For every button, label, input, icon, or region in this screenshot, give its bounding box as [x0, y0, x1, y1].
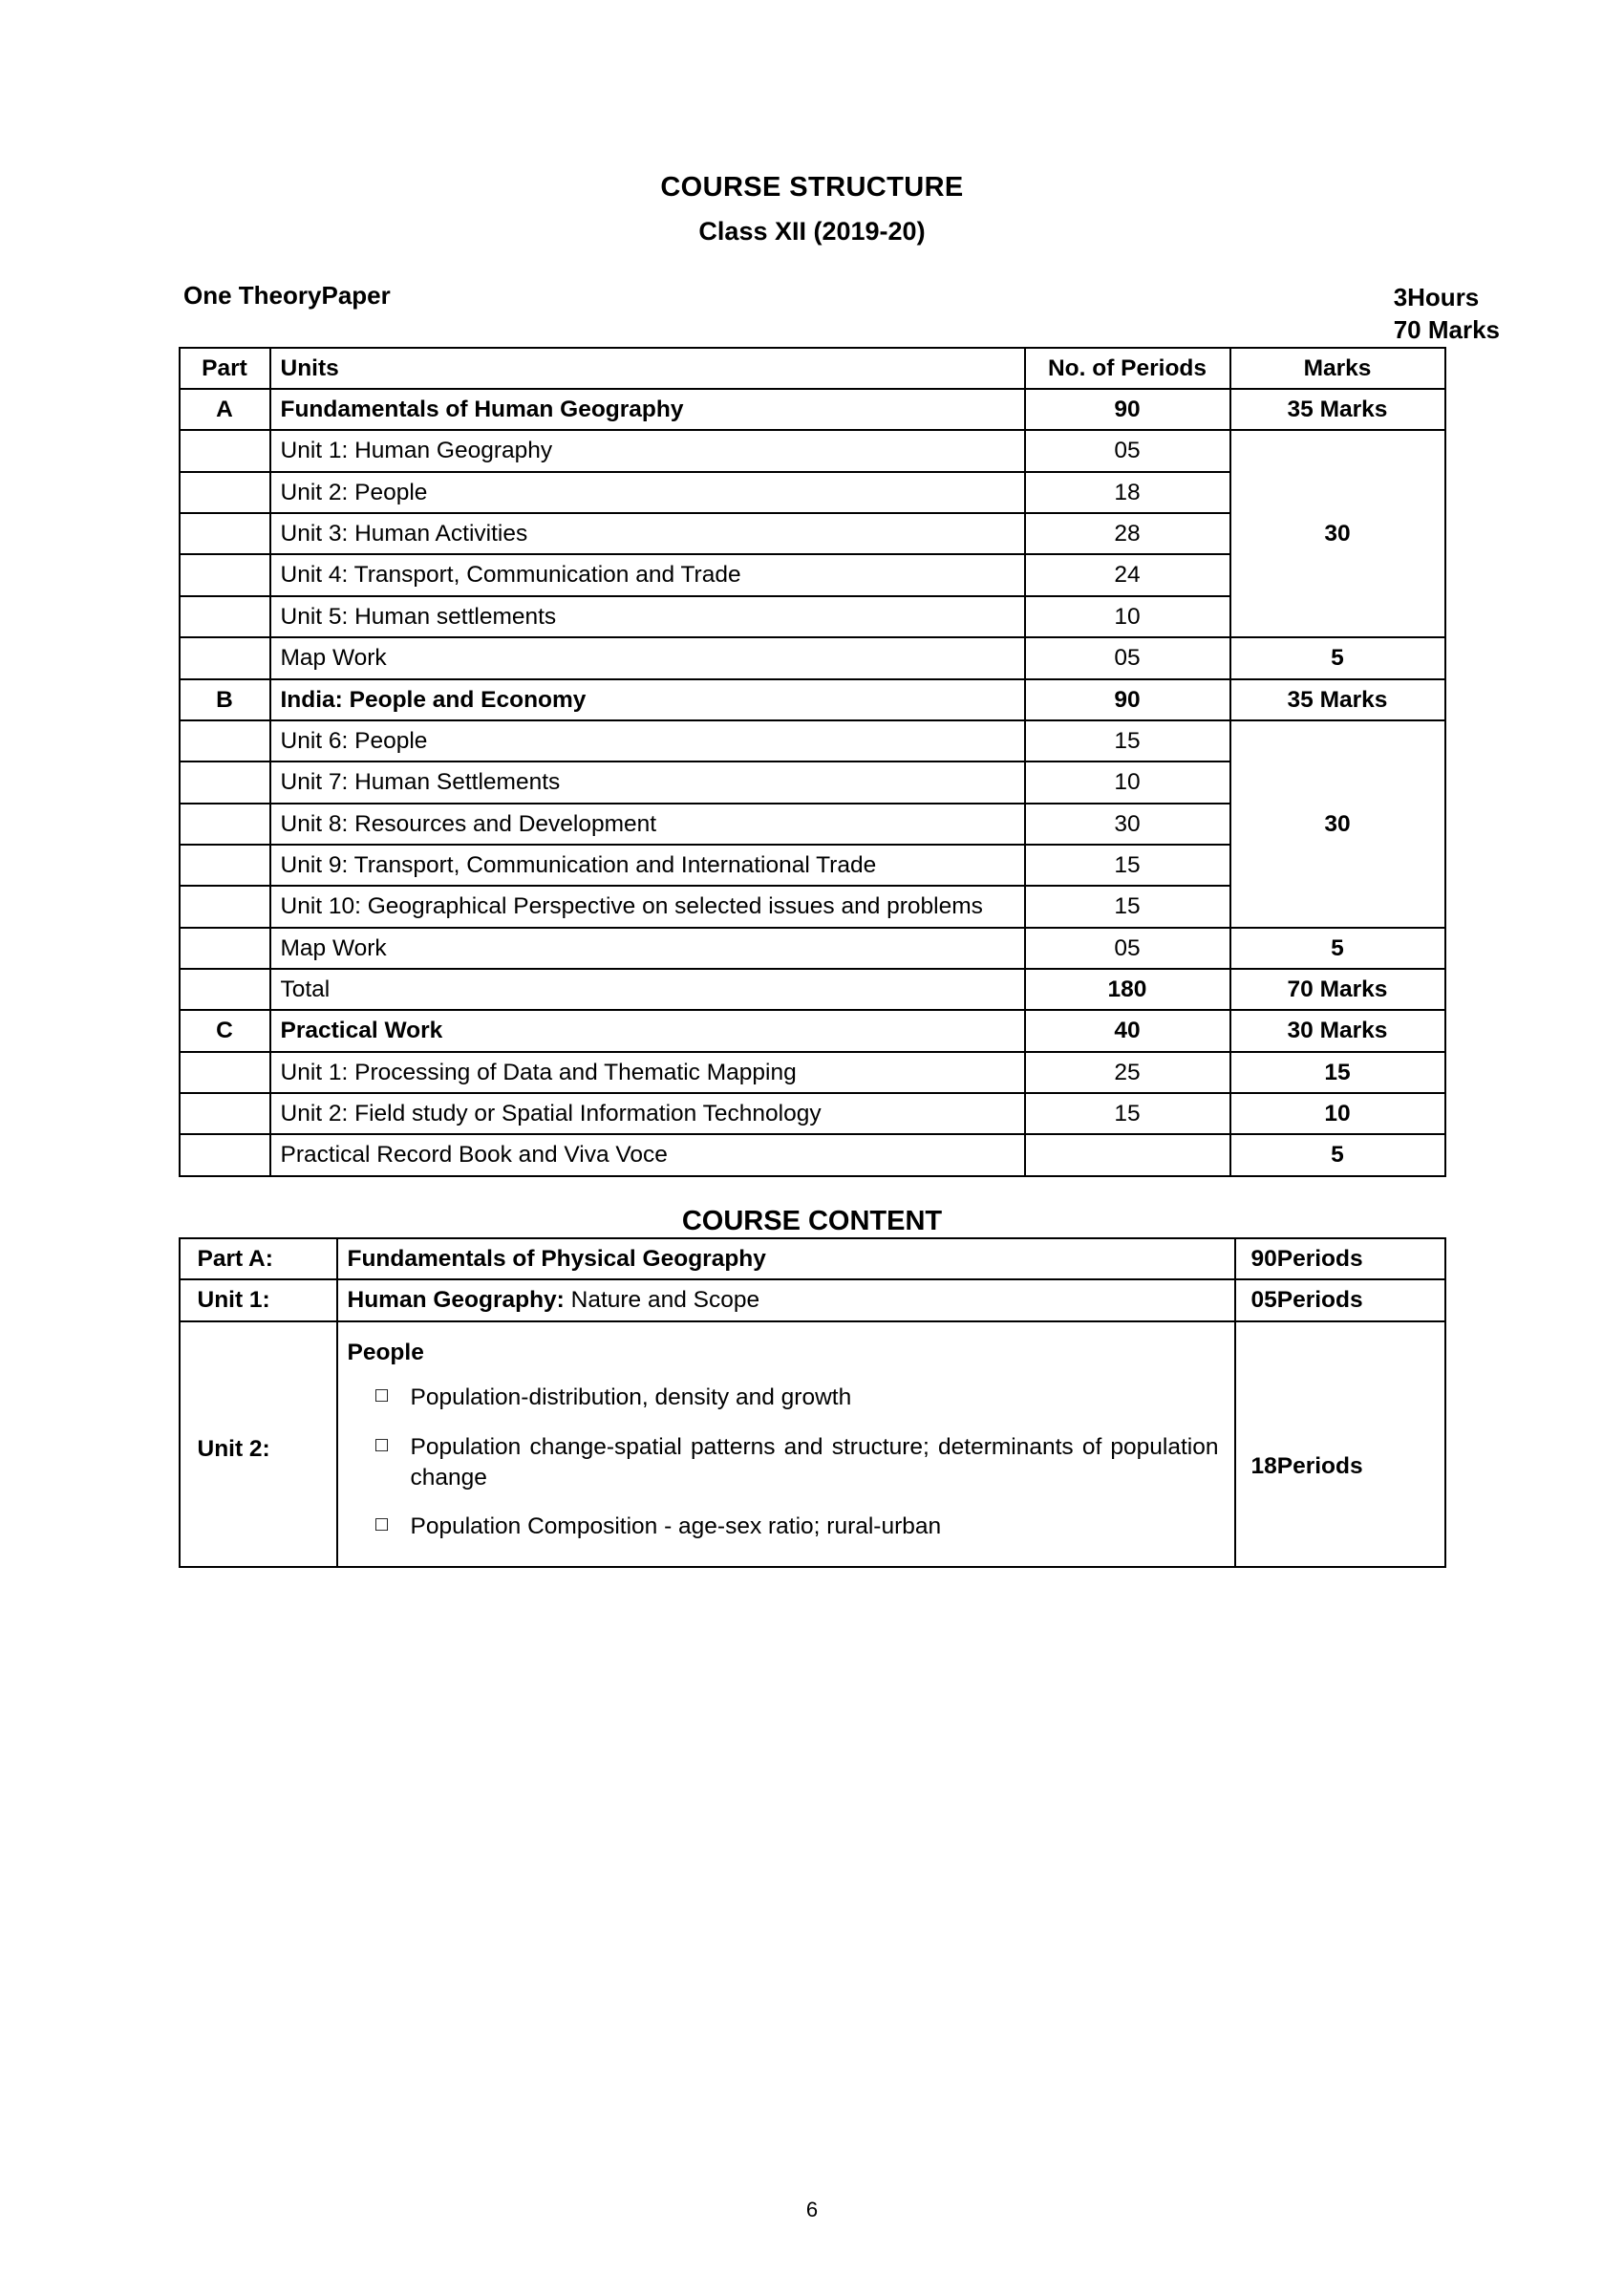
- row-units: Unit 8: Resources and Development: [270, 804, 1025, 845]
- row-marks: 30 Marks: [1230, 1010, 1445, 1051]
- bullet-square-icon: □: [374, 1514, 390, 1534]
- row-part: [180, 513, 270, 554]
- row-part: A: [180, 389, 270, 430]
- row-marks: 5: [1230, 928, 1445, 969]
- row-part: [180, 720, 270, 762]
- row-part: [180, 472, 270, 513]
- row-part: [180, 1134, 270, 1175]
- row-part: B: [180, 679, 270, 720]
- row-marks: 35 Marks: [1230, 679, 1445, 720]
- bullet-square-icon: □: [374, 1434, 390, 1454]
- row-periods: 05: [1025, 637, 1230, 678]
- part-a-label: Part A:: [180, 1238, 337, 1279]
- course-content-table: [179, 1237, 1446, 1568]
- row-part: [180, 1052, 270, 1093]
- header-periods: No. of Periods: [1025, 348, 1230, 389]
- header-marks: Marks: [1230, 348, 1445, 389]
- row-units: Unit 1: Processing of Data and Thematic Mapping: [270, 1052, 1025, 1093]
- table-row: [180, 679, 1445, 720]
- paper-meta: [1394, 281, 1500, 347]
- header-part: Part: [180, 348, 270, 389]
- row-units: Unit 1: Human Geography: [270, 430, 1025, 471]
- row-units: Fundamentals of Human Geography: [270, 389, 1025, 430]
- row-units: Practical Work: [270, 1010, 1025, 1051]
- paper-total-marks: 70 Marks: [1393, 315, 1500, 345]
- unit-2-heading: People: [347, 1339, 424, 1365]
- list-item-text: Population-distribution, density and growth: [410, 1384, 852, 1410]
- list-item: [348, 1432, 1225, 1493]
- table-header-row: [180, 348, 1445, 389]
- row-periods: 15: [1025, 720, 1230, 762]
- document-page: [0, 172, 1624, 2274]
- unit-2-periods: 18Periods: [1235, 1321, 1445, 1568]
- table-row: [180, 969, 1445, 1010]
- paper-duration: 3Hours: [1393, 283, 1480, 311]
- unit-1-subheading: Nature and Scope: [564, 1287, 760, 1314]
- course-structure-table: [179, 347, 1446, 1177]
- page-number: 6: [805, 2198, 819, 2221]
- row-periods: [1025, 1134, 1230, 1175]
- row-part: [180, 969, 270, 1010]
- row-periods: 15: [1025, 1093, 1230, 1134]
- row-units: Unit 3: Human Activities: [270, 513, 1025, 554]
- content-row-unit-1: [180, 1279, 1445, 1320]
- row-periods: 18: [1025, 472, 1230, 513]
- part-a-title: Fundamentals of Physical Geography: [337, 1238, 1235, 1279]
- row-periods: 15: [1025, 845, 1230, 886]
- row-part: C: [180, 1010, 270, 1051]
- row-units: Unit 9: Transport, Communication and International Trade: [270, 845, 1025, 886]
- row-units: Map Work: [270, 928, 1025, 969]
- row-units: Total: [270, 969, 1025, 1010]
- row-units: Map Work: [270, 637, 1025, 678]
- row-units: Unit 7: Human Settlements: [270, 762, 1025, 803]
- row-units: India: People and Economy: [270, 679, 1025, 720]
- row-marks: 35 Marks: [1230, 389, 1445, 430]
- row-periods: 24: [1025, 554, 1230, 595]
- table-row: [180, 720, 1445, 762]
- paper-header: [0, 281, 1624, 347]
- row-periods: 90: [1025, 389, 1230, 430]
- unit-2-bullet-list: [348, 1383, 1225, 1542]
- row-periods: 15: [1025, 886, 1230, 927]
- table-row: [180, 637, 1445, 678]
- unit-1-label: Unit 1:: [180, 1279, 337, 1320]
- unit-1-heading: Human Geography:: [347, 1287, 565, 1314]
- row-units: Practical Record Book and Viva Voce: [270, 1134, 1025, 1175]
- row-periods: 28: [1025, 513, 1230, 554]
- bullet-square-icon: □: [374, 1384, 390, 1405]
- page-subtitle: Class XII (2019-20): [698, 217, 926, 246]
- course-content-title: COURSE CONTENT: [681, 1205, 943, 1236]
- row-part: [180, 1093, 270, 1134]
- row-units: Unit 2: Field study or Spatial Information Technology: [270, 1093, 1025, 1134]
- row-periods: 05: [1025, 430, 1230, 471]
- row-units: Unit 10: Geographical Perspective on selected issues and problems: [270, 886, 1025, 927]
- row-marks: 70 Marks: [1230, 969, 1445, 1010]
- page-title: COURSE STRUCTURE: [660, 172, 964, 203]
- row-periods: 25: [1025, 1052, 1230, 1093]
- row-part: [180, 762, 270, 803]
- row-periods: 30: [1025, 804, 1230, 845]
- row-marks: 15: [1230, 1052, 1445, 1093]
- row-periods: 10: [1025, 762, 1230, 803]
- row-units: Unit 2: People: [270, 472, 1025, 513]
- table-row: [180, 1010, 1445, 1051]
- row-periods: 05: [1025, 928, 1230, 969]
- row-part: [180, 845, 270, 886]
- row-part: [180, 554, 270, 595]
- unit-1-periods: 05Periods: [1235, 1279, 1445, 1320]
- row-marks: 30: [1230, 720, 1445, 928]
- unit-1-title: [337, 1279, 1235, 1320]
- row-periods: 180: [1025, 969, 1230, 1010]
- row-units: Unit 4: Transport, Communication and Trade: [270, 554, 1025, 595]
- list-item: [348, 1512, 1225, 1542]
- row-part: [180, 928, 270, 969]
- table-row: [180, 928, 1445, 969]
- content-row-unit-2: [180, 1321, 1445, 1568]
- row-part: [180, 430, 270, 471]
- header-units: Units: [270, 348, 1025, 389]
- table-row: [180, 1093, 1445, 1134]
- table-row: [180, 430, 1445, 471]
- list-item: [348, 1383, 1225, 1413]
- row-part: [180, 886, 270, 927]
- row-periods: 90: [1025, 679, 1230, 720]
- theory-paper-label: One TheoryPaper: [183, 281, 391, 310]
- table-row: [180, 1052, 1445, 1093]
- row-marks: 5: [1230, 637, 1445, 678]
- list-item-text: Population change-spatial patterns and structure; determinants of population change: [410, 1433, 1219, 1491]
- row-marks: 30: [1230, 430, 1445, 637]
- row-units: Unit 6: People: [270, 720, 1025, 762]
- content-row-part-a: [180, 1238, 1445, 1279]
- table-row: [180, 389, 1445, 430]
- row-part: [180, 637, 270, 678]
- row-marks: 10: [1230, 1093, 1445, 1134]
- list-item-text: Population Composition - age-sex ratio; rural-urban: [410, 1513, 942, 1540]
- row-periods: 40: [1025, 1010, 1230, 1051]
- table-row: [180, 1134, 1445, 1175]
- row-part: [180, 596, 270, 637]
- row-part: [180, 804, 270, 845]
- row-marks: 5: [1230, 1134, 1445, 1175]
- unit-2-label: Unit 2:: [180, 1321, 337, 1568]
- row-units: Unit 5: Human settlements: [270, 596, 1025, 637]
- row-periods: 10: [1025, 596, 1230, 637]
- unit-2-body: [337, 1321, 1235, 1568]
- part-a-periods: 90Periods: [1235, 1238, 1445, 1279]
